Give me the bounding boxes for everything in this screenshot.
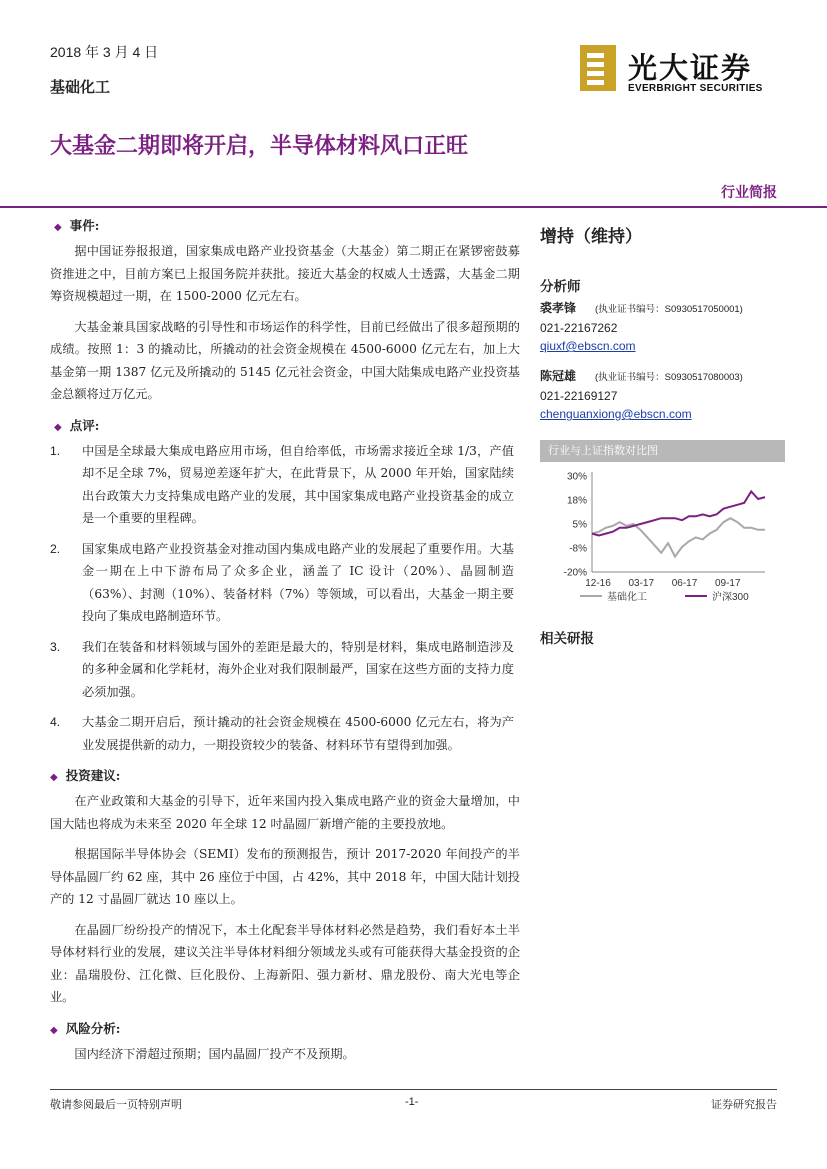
y-tick-label: 18% (566, 495, 587, 507)
footer-divider (50, 1089, 777, 1090)
logo-english: EVERBRIGHT SECURITIES (628, 83, 763, 94)
advice-heading: ◆ 投资建议: (50, 768, 121, 783)
report-date: 2018 年 3 月 4 日 (50, 44, 159, 60)
related-research-heading: 相关研报 (540, 631, 594, 646)
rating: 增持（维持） (540, 227, 642, 246)
analyst-name: 陈冠雄 (540, 369, 577, 383)
main-column (50, 214, 520, 1073)
everbright-logo-icon (580, 45, 616, 91)
advice-paragraph: 根据国际半导体协会（SEMI）发布的预测报告，预计 2017-2020 年间投产的半导体晶圆厂约 62 座，其中 26 座位于中国，占 42%，其中 2018 年，中国大陆计划投产的 12 寸晶圆厂就达 10 座以上。 (50, 847, 520, 906)
event-paragraph: 据中国证券报报道，国家集成电路产业投资基金（大基金）第二期正在紧锣密鼓募资推进之中，目前方案已上报国务院并获批。接近大基金的权威人士透露，大基金二期筹资规模超过一期，在 1500-2000 亿元左右。 (50, 244, 520, 303)
y-tick-label: -8% (569, 543, 587, 555)
list-item: 3. 我们在装备和材料领域与国外的差距是最大的，特别是材料，集成电路制造涉及的多种金属和化学耗材，海外企业对我们限制最严，国家在这些方面的支持力度必须加强。 (50, 639, 514, 699)
x-tick-label: 03-17 (628, 578, 655, 589)
comparison-chart (540, 440, 785, 610)
logo-chinese: 光大证券 (628, 51, 753, 85)
list-item: 2. 国家集成电路产业投资基金对推动国内集成电路产业的发展起了重要作用。大基金一期在上中下游布局了众多企业，涵盖了 IC 设计（20%）、晶圆制造（63%）、封测（10%）、装备材料（7%）等领域，可以看出，大基金一期主要投向了集成电路制造环节。 (50, 541, 514, 623)
diamond-bullet-icon: ◆ (50, 772, 58, 783)
comments-list (50, 440, 520, 757)
comments-heading: ◆ 点评: (54, 417, 100, 433)
advice-paragraph: 在产业政策和大基金的引导下，近年来国内投入集成电路产业的资金大量增加，中国大陆也将成为未来至 2020 年全球 12 吋晶圆厂新增产能的主要投放地。 (50, 794, 520, 831)
list-item: 1. 中国是全球最大集成电路应用市场，但自给率低，市场需求接近全球 1/3，产值却不足全球 7%，贸易逆差逐年扩大，在此背景下，从 2000 年开始，国家陆续出台政策大力支持集成电路产业的发展，其中国家集成电路产业投资基金的成立是一个重要的里程碑。 (50, 443, 514, 525)
x-tick-label: 12-16 (585, 578, 611, 589)
analyst-cert: (执业证书编号：S0930517050001) (595, 304, 743, 315)
event-heading: ◆ 事件: (54, 218, 100, 233)
page-number: -1- (405, 1096, 419, 1108)
analyst-block (540, 299, 785, 355)
analyst-block (540, 367, 785, 423)
chart-title: 行业与上证指数对比图 (540, 440, 785, 462)
series-line-index (592, 491, 765, 535)
legend-label: 沪深300 (712, 592, 749, 603)
analyst-email-link[interactable]: qiuxf@ebscn.com (540, 339, 636, 353)
analysts-heading: 分析师 (540, 279, 581, 294)
analyst-cert: (执业证书编号：S0930517080003) (595, 372, 743, 383)
event-paragraph: 大基金兼具国家战略的引导性和市场运作的科学性，目前已经做出了很多超预期的成绩。按照 1：3 的撬动比，所撬动的社会资金规模在 4500-6000 亿元左右，加上大基金第一期 1387 亿元及所撬动的 5145 亿元社会资金，中国大陆集成电路产业投资基金总额将过万亿元。 (50, 319, 520, 401)
legend-label: 基础化工 (607, 592, 647, 603)
header-divider (0, 206, 827, 208)
sector-label: 基础化工 (50, 79, 111, 96)
analyst-phone: 021-22169127 (540, 389, 618, 403)
y-tick-label: 30% (566, 471, 587, 483)
sidebar (540, 222, 785, 423)
risk-heading: ◆ 风险分析: (50, 1020, 121, 1036)
y-tick-label: -20% (563, 567, 587, 579)
analyst-phone: 021-22167262 (540, 321, 618, 335)
series-line-industry (592, 518, 765, 556)
report-title: 大基金二期即将开启，半导体材料风口正旺 (50, 133, 469, 158)
risk-paragraph: 国内经济下滑超过预期；国内晶圆厂投产不及预期。 (74, 1046, 355, 1061)
diamond-bullet-icon: ◆ (54, 421, 62, 433)
advice-paragraph: 在晶圆厂纷纷投产的情况下，本土化配套半导体材料必然是趋势，我们看好本土半导体材料行业的发展，建议关注半导体材料细分领域龙头或有可能获得大基金投资的企业：晶瑞股份、江化微、巨化股份、上海新阳、强力新材、鼎龙股份、南大光电等企业。 (50, 922, 520, 1004)
footer-disclaimer: 敬请参阅最后一页特别声明 (50, 1099, 182, 1111)
chart-plot (540, 462, 785, 610)
footer-report-label: 证券研究报告 (711, 1099, 777, 1111)
report-type: 行业简报 (721, 184, 777, 200)
x-tick-label: 06-17 (671, 578, 698, 589)
diamond-bullet-icon: ◆ (50, 1024, 58, 1036)
list-item: 4. 大基金二期开启后，预计撬动的社会资金规模在 4500-6000 亿元左右，将为产业发展提供新的动力，一期投资较少的装备、材料环节有望得到加强。 (50, 715, 514, 752)
analyst-name: 裘孝锋 (540, 301, 577, 315)
diamond-bullet-icon: ◆ (54, 222, 62, 233)
x-tick-label: 09-17 (714, 578, 741, 589)
analyst-email-link[interactable]: chenguanxiong@ebscn.com (540, 407, 692, 421)
y-tick-label: 5% (572, 519, 587, 531)
